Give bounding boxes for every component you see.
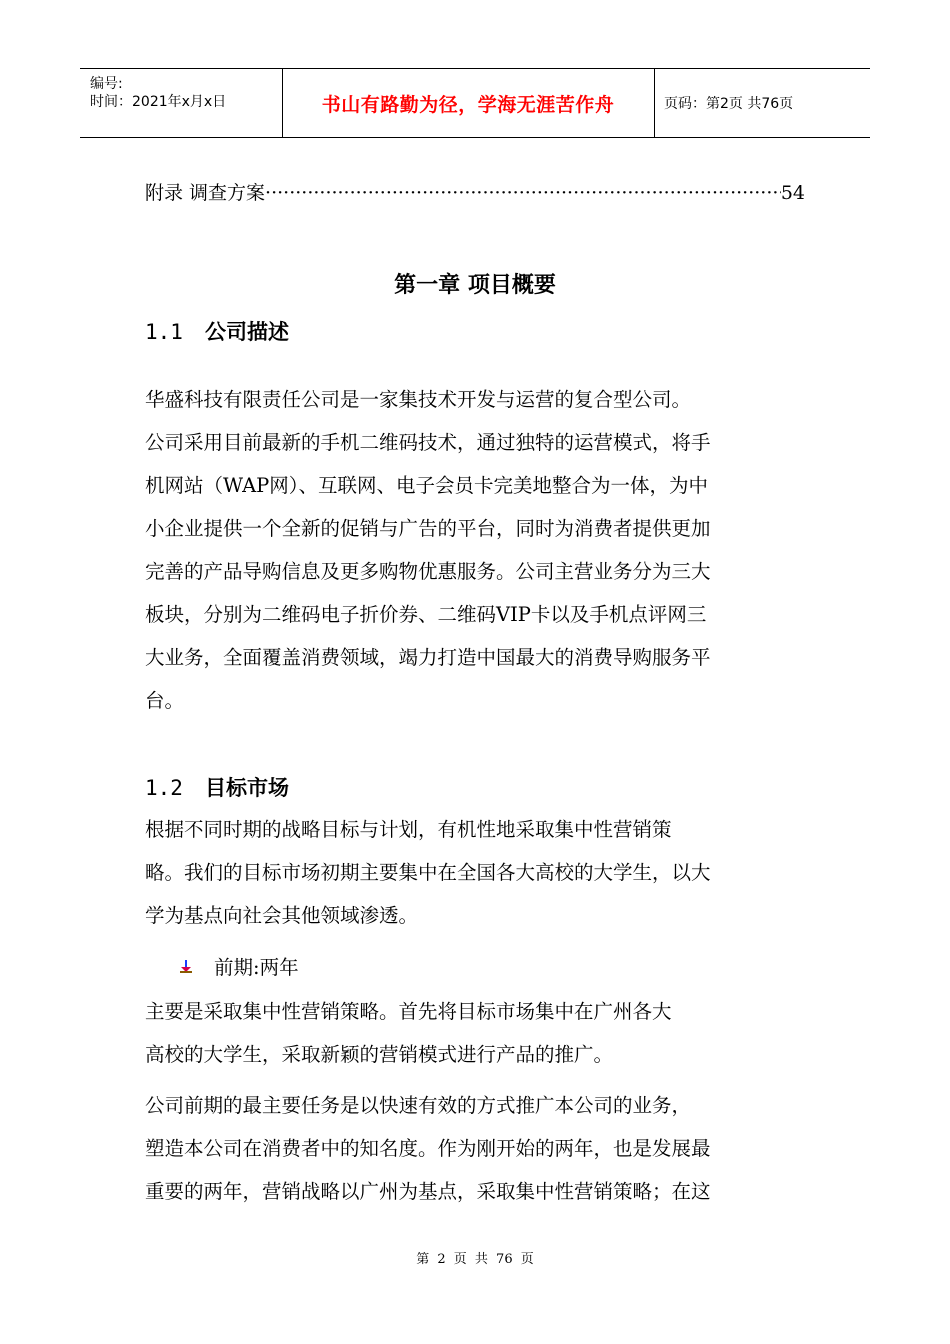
- date-label: 时间：2021年x月x日: [90, 94, 227, 110]
- paragraph-line: 机网站（WAP网）、互联网、电子会员卡完美地整合为一体，为中: [145, 474, 709, 497]
- bullet-text: 前期:两年: [214, 956, 299, 979]
- motto-text: 书山有路勤为径，学海无涯苦作舟: [321, 93, 615, 116]
- paragraph-line: 重要的两年，营销战略以广州为基点，采取集中性营销策略；在这: [145, 1180, 711, 1203]
- toc-entry[interactable]: [145, 178, 805, 205]
- paragraph-line: 华盛科技有限责任公司是一家集技术开发与运营的复合型公司。: [145, 388, 692, 411]
- paragraph-line: 塑造本公司在消费者中的知名度。作为刚开始的两年，也是发展最: [145, 1137, 711, 1160]
- paragraph-line: 学为基点向社会其他领域渗透。: [145, 904, 419, 927]
- paragraph-line: 主要是采取集中性营销策略。首先将目标市场集中在广州各大: [145, 1000, 672, 1023]
- toc-leader-dots: [265, 182, 781, 204]
- paragraph-line: 板块，分别为二维码电子折价券、二维码VIP卡以及手机点评网三: [145, 603, 707, 626]
- header-motto-cell: [282, 69, 655, 137]
- section-heading-1-1: [145, 316, 289, 346]
- page-info: 页码：第2页 共76页: [664, 96, 794, 112]
- page-footer: 第 2 页 共 76 页: [416, 1252, 534, 1267]
- page-header: [80, 68, 870, 138]
- section-number: 1.2: [145, 776, 183, 800]
- section-title: 目标市场: [205, 776, 289, 800]
- paragraph-line: 大业务，全面覆盖消费领域，竭力打造中国最大的消费导购服务平: [145, 646, 711, 669]
- chapter-title: 第一章 项目概要: [394, 273, 556, 298]
- paragraph-line: 略。我们的目标市场初期主要集中在全国各大高校的大学生，以大: [145, 861, 711, 884]
- section-number: 1.1: [145, 320, 183, 344]
- header-meta-cell: [80, 69, 283, 137]
- toc-entry-page: 54: [780, 182, 805, 204]
- toc-entry-label: 附录 调查方案: [145, 182, 266, 204]
- paragraph-line: 公司采用目前最新的手机二维码技术，通过独特的运营模式，将手: [145, 431, 711, 454]
- header-page-cell: [654, 69, 870, 137]
- company-description-paragraph: [145, 378, 805, 722]
- paragraph-line: 根据不同时期的战略目标与计划，有机性地采取集中性营销策: [145, 818, 672, 841]
- early-tasks-paragraph: [145, 1084, 805, 1213]
- paragraph-line: 小企业提供一个全新的促销与广告的平台，同时为消费者提供更加: [145, 517, 711, 540]
- paragraph-line: 台。: [145, 689, 185, 712]
- paragraph-line: 公司前期的最主要任务是以快速有效的方式推广本公司的业务，: [145, 1094, 692, 1117]
- early-stage-paragraph: [145, 990, 805, 1076]
- section-title: 公司描述: [205, 320, 289, 344]
- bullet-item: [180, 952, 299, 980]
- target-market-paragraph: [145, 808, 805, 937]
- arrow-down-icon: [180, 960, 192, 972]
- paragraph-line: 高校的大学生，采取新颖的营销模式进行产品的推广。: [145, 1043, 614, 1066]
- number-label: 编号:: [90, 76, 123, 92]
- section-heading-1-2: [145, 772, 289, 802]
- paragraph-line: 完善的产品导购信息及更多购物优惠服务。公司主营业务分为三大: [145, 560, 711, 583]
